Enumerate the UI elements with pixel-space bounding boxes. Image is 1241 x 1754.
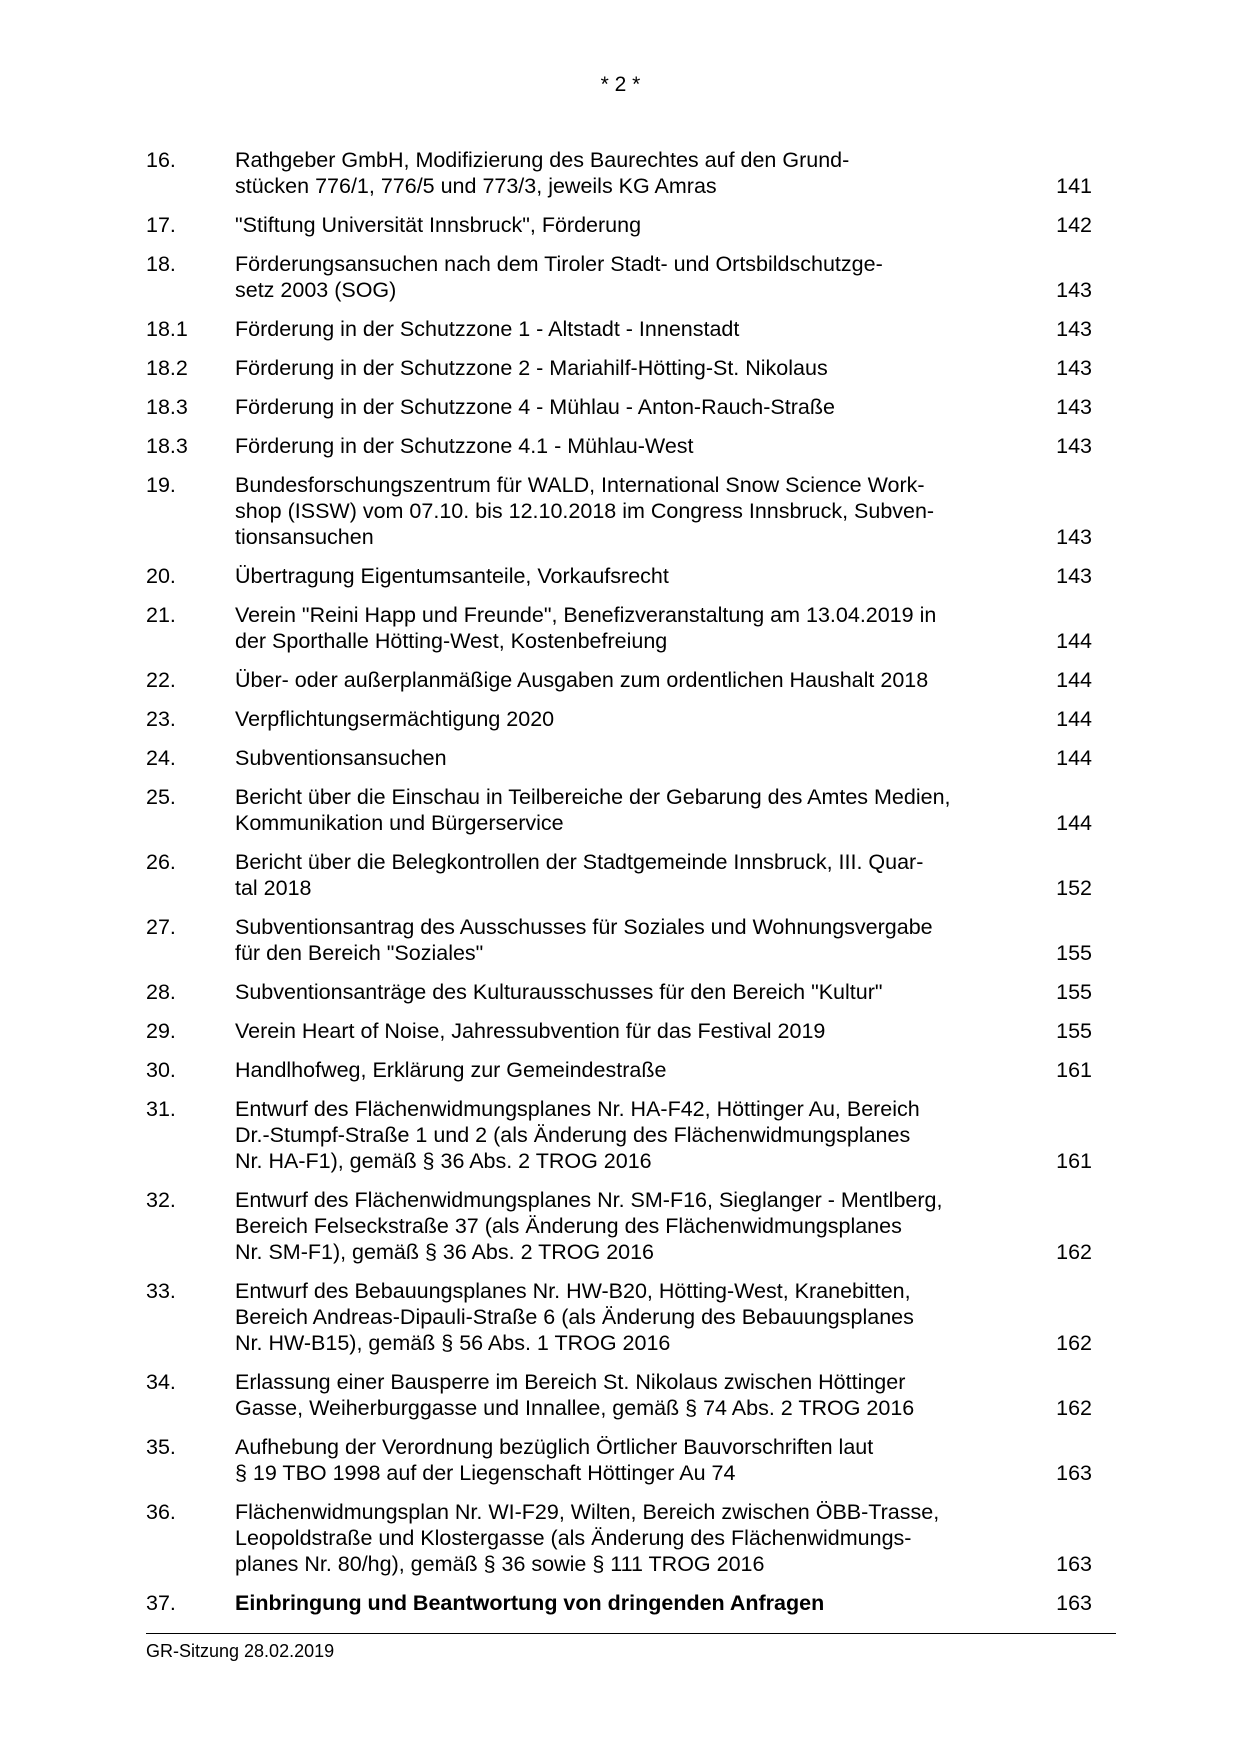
toc-entry-title-line: Bericht über die Einschau in Teilbereiche der Gebarung des Amtes Medien,	[235, 785, 951, 809]
toc-entry-number: 16.	[146, 148, 176, 172]
toc-entry-title-line: Subventionsantrag des Ausschusses für Soziales und Wohnungsvergabe	[235, 915, 933, 939]
toc-entry-title	[235, 1278, 1045, 1356]
toc-entry-title-line: shop (ISSW) vom 07.10. bis 12.10.2018 im Congress Innsbruck, Subven-	[235, 499, 935, 523]
toc-entry-page: 155	[1056, 941, 1092, 965]
toc-entry	[146, 433, 1092, 459]
toc-entry-number: 23.	[146, 707, 176, 731]
toc-entry-page: 144	[1056, 707, 1092, 731]
toc-entry-title-line: Förderung in der Schutzzone 1 - Altstadt - Innenstadt	[235, 317, 740, 341]
toc-entry-title-line: Nr. HA-F1), gemäß § 36 Abs. 2 TROG 2016	[235, 1149, 652, 1173]
toc-entry	[146, 251, 1092, 303]
toc-entry-number: 29.	[146, 1019, 176, 1043]
toc-entry-title-line: Entwurf des Bebauungsplanes Nr. HW-B20, Hötting-West, Kranebitten,	[235, 1279, 911, 1303]
toc-entry-number: 22.	[146, 668, 176, 692]
toc-entry-number: 27.	[146, 915, 176, 939]
toc-entry-title-line: Flächenwidmungsplan Nr. WI-F29, Wilten, Bereich zwischen ÖBB-Trasse,	[235, 1500, 940, 1524]
toc-entry	[146, 394, 1092, 420]
toc-entry	[146, 1057, 1092, 1083]
toc-entry-number: 30.	[146, 1058, 176, 1082]
toc-entry-number: 37.	[146, 1591, 176, 1615]
toc-entry	[146, 147, 1092, 199]
toc-entry-title-line: "Stiftung Universität Innsbruck", Förderung	[235, 213, 642, 237]
toc-entry-title-line: Handlhofweg, Erklärung zur Gemeindestraße	[235, 1058, 667, 1082]
toc-entry-page: 162	[1056, 1331, 1092, 1355]
toc-entry	[146, 563, 1092, 589]
toc-entry-title-line: für den Bereich "Soziales"	[235, 941, 484, 965]
toc-entry-page: 161	[1056, 1149, 1092, 1173]
toc-entry-page: 143	[1056, 525, 1092, 549]
toc-entry	[146, 602, 1092, 654]
toc-entry-page: 162	[1056, 1240, 1092, 1264]
toc-entry	[146, 355, 1092, 381]
toc-entry-number: 17.	[146, 213, 176, 237]
toc-entry	[146, 316, 1092, 342]
toc-entry-page: 155	[1056, 980, 1092, 1004]
toc-entry-page: 141	[1056, 174, 1092, 198]
toc-entry-title-line: Subventionsanträge des Kulturausschusses für den Bereich "Kultur"	[235, 980, 883, 1004]
page-number: * 2 *	[600, 73, 641, 96]
table-of-contents	[146, 147, 1092, 1629]
toc-entry-page: 161	[1056, 1058, 1092, 1082]
toc-entry-title-line: Bericht über die Belegkontrollen der Stadtgemeinde Innsbruck, III. Quar-	[235, 850, 924, 874]
toc-entry-title-line: tionsansuchen	[235, 525, 374, 549]
toc-entry-page: 163	[1056, 1461, 1092, 1485]
toc-entry-title-line: der Sporthalle Hötting-West, Kostenbefreiung	[235, 629, 668, 653]
toc-entry	[146, 979, 1092, 1005]
toc-entry-title-line: Übertragung Eigentumsanteile, Vorkaufsrecht	[235, 564, 669, 588]
toc-entry-page: 144	[1056, 629, 1092, 653]
toc-entry	[146, 667, 1092, 693]
toc-entry-title-line: Subventionsansuchen	[235, 746, 447, 770]
footer-session-date: GR-Sitzung 28.02.2019	[146, 1641, 335, 1661]
toc-entry-title	[235, 433, 1045, 459]
toc-entry-number: 18.3	[146, 434, 188, 458]
toc-entry-title	[235, 1369, 1045, 1421]
toc-entry-title-line: Verein Heart of Noise, Jahressubvention für das Festival 2019	[235, 1019, 826, 1043]
toc-entry-title	[235, 914, 1045, 966]
toc-entry	[146, 745, 1092, 771]
toc-entry	[146, 1369, 1092, 1421]
toc-entry-title	[235, 784, 1045, 836]
toc-entry-title	[235, 849, 1045, 901]
toc-entry-title-line: Förderungsansuchen nach dem Tiroler Stadt- und Ortsbildschutzge-	[235, 252, 883, 276]
toc-entry-page: 152	[1056, 876, 1092, 900]
toc-entry-title	[235, 745, 1045, 771]
toc-entry-title-line: Verpflichtungsermächtigung 2020	[235, 707, 555, 731]
toc-entry-number: 28.	[146, 980, 176, 1004]
toc-entry-title	[235, 1187, 1045, 1265]
toc-entry-title-line: Förderung in der Schutzzone 4.1 - Mühlau-West	[235, 434, 694, 458]
toc-entry-page: 144	[1056, 811, 1092, 835]
toc-entry-page: 143	[1056, 564, 1092, 588]
toc-entry-title	[235, 706, 1045, 732]
toc-entry-title	[235, 979, 1045, 1005]
footer-divider	[146, 1633, 1116, 1634]
toc-entry-title	[235, 147, 1045, 199]
toc-entry-number: 18.2	[146, 356, 188, 380]
toc-entry-title-line: Nr. HW-B15), gemäß § 56 Abs. 1 TROG 2016	[235, 1331, 671, 1355]
toc-entry-title-line: Bereich Andreas-Dipauli-Straße 6 (als Änderung des Bebauungsplanes	[235, 1305, 914, 1329]
toc-entry-number: 24.	[146, 746, 176, 770]
toc-entry-title-line: Verein "Reini Happ und Freunde", Benefizveranstaltung am 13.04.2019 in	[235, 603, 937, 627]
toc-entry-title	[235, 212, 1045, 238]
toc-entry-title-line: stücken 776/1, 776/5 und 773/3, jeweils KG Amras	[235, 174, 717, 198]
toc-entry-title	[235, 472, 1045, 550]
toc-entry	[146, 849, 1092, 901]
toc-entry-title-line: setz 2003 (SOG)	[235, 278, 397, 302]
toc-entry-number: 32.	[146, 1188, 176, 1212]
toc-entry-number: 35.	[146, 1435, 176, 1459]
toc-entry-title-line: Einbringung und Beantwortung von dringenden Anfragen	[235, 1591, 825, 1615]
toc-entry-page: 143	[1056, 278, 1092, 302]
toc-entry-title-line: Leopoldstraße und Klostergasse (als Änderung des Flächenwidmungs-	[235, 1526, 912, 1550]
toc-entry-title	[235, 1434, 1045, 1486]
toc-entry-number: 31.	[146, 1097, 176, 1121]
toc-entry-title-line: Entwurf des Flächenwidmungsplanes Nr. SM-F16, Sieglanger - Mentlberg,	[235, 1188, 943, 1212]
toc-entry-title-line: Aufhebung der Verordnung bezüglich Örtlicher Bauvorschriften laut	[235, 1435, 874, 1459]
toc-entry-page: 155	[1056, 1019, 1092, 1043]
toc-entry-page: 142	[1056, 213, 1092, 237]
toc-entry-title	[235, 251, 1045, 303]
toc-entry-title-line: tal 2018	[235, 876, 312, 900]
toc-entry-title	[235, 667, 1045, 693]
toc-entry-number: 19.	[146, 473, 176, 497]
toc-entry	[146, 1590, 1092, 1616]
toc-entry-title-line: Bundesforschungszentrum für WALD, International Snow Science Work-	[235, 473, 925, 497]
toc-entry-title	[235, 355, 1045, 381]
toc-entry-number: 18.	[146, 252, 176, 276]
toc-entry-number: 18.1	[146, 317, 188, 341]
toc-entry-title-line: Entwurf des Flächenwidmungsplanes Nr. HA-F42, Höttinger Au, Bereich	[235, 1097, 920, 1121]
toc-entry-title-line: Förderung in der Schutzzone 2 - Mariahilf-Hötting-St. Nikolaus	[235, 356, 828, 380]
toc-entry-page: 162	[1056, 1396, 1092, 1420]
toc-entry-title	[235, 1057, 1045, 1083]
toc-entry-title	[235, 602, 1045, 654]
toc-entry-title-line: Dr.-Stumpf-Straße 1 und 2 (als Änderung des Flächenwidmungsplanes	[235, 1123, 911, 1147]
toc-entry-number: 34.	[146, 1370, 176, 1394]
toc-entry-number: 36.	[146, 1500, 176, 1524]
toc-entry-page: 163	[1056, 1591, 1092, 1615]
toc-entry-title	[235, 563, 1045, 589]
toc-entry-title-line: Nr. SM-F1), gemäß § 36 Abs. 2 TROG 2016	[235, 1240, 655, 1264]
toc-entry	[146, 1096, 1092, 1174]
toc-entry-page: 143	[1056, 395, 1092, 419]
toc-entry	[146, 706, 1092, 732]
toc-entry-page: 144	[1056, 746, 1092, 770]
toc-entry	[146, 1278, 1092, 1356]
toc-entry-page: 163	[1056, 1552, 1092, 1576]
toc-entry-number: 26.	[146, 850, 176, 874]
toc-entry	[146, 1499, 1092, 1577]
toc-entry-title-line: Gasse, Weiherburggasse und Innallee, gemäß § 74 Abs. 2 TROG 2016	[235, 1396, 915, 1420]
toc-entry-page: 143	[1056, 356, 1092, 380]
toc-entry-title	[235, 394, 1045, 420]
toc-entry-title	[235, 1499, 1045, 1577]
toc-entry-number: 25.	[146, 785, 176, 809]
toc-entry-number: 18.3	[146, 395, 188, 419]
toc-entry-title-line: Rathgeber GmbH, Modifizierung des Baurechtes auf den Grund-	[235, 148, 850, 172]
toc-entry-title-line: Bereich Felseckstraße 37 (als Änderung des Flächenwidmungsplanes	[235, 1214, 902, 1238]
toc-entry-title-line: Erlassung einer Bausperre im Bereich St. Nikolaus zwischen Höttinger	[235, 1370, 906, 1394]
toc-entry-title-line: Kommunikation und Bürgerservice	[235, 811, 564, 835]
toc-entry-title-line: § 19 TBO 1998 auf der Liegenschaft Höttinger Au 74	[235, 1461, 736, 1485]
toc-entry	[146, 914, 1092, 966]
toc-entry	[146, 472, 1092, 550]
toc-entry-number: 20.	[146, 564, 176, 588]
toc-entry-page: 143	[1056, 434, 1092, 458]
toc-entry-title-line: Förderung in der Schutzzone 4 - Mühlau - Anton-Rauch-Straße	[235, 395, 835, 419]
toc-entry	[146, 784, 1092, 836]
toc-entry-title-line: planes Nr. 80/hg), gemäß § 36 sowie § 111 TROG 2016	[235, 1552, 765, 1576]
toc-entry-title	[235, 1096, 1045, 1174]
toc-entry-title	[235, 316, 1045, 342]
toc-entry	[146, 1018, 1092, 1044]
toc-entry	[146, 212, 1092, 238]
toc-entry-title	[235, 1018, 1045, 1044]
toc-entry-page: 143	[1056, 317, 1092, 341]
toc-entry-page: 144	[1056, 668, 1092, 692]
toc-entry-number: 33.	[146, 1279, 176, 1303]
toc-entry	[146, 1434, 1092, 1486]
toc-entry	[146, 1187, 1092, 1265]
toc-entry-title-line: Über- oder außerplanmäßige Ausgaben zum ordentlichen Haushalt 2018	[235, 668, 929, 692]
toc-entry-title	[235, 1590, 1045, 1616]
toc-entry-number: 21.	[146, 603, 176, 627]
